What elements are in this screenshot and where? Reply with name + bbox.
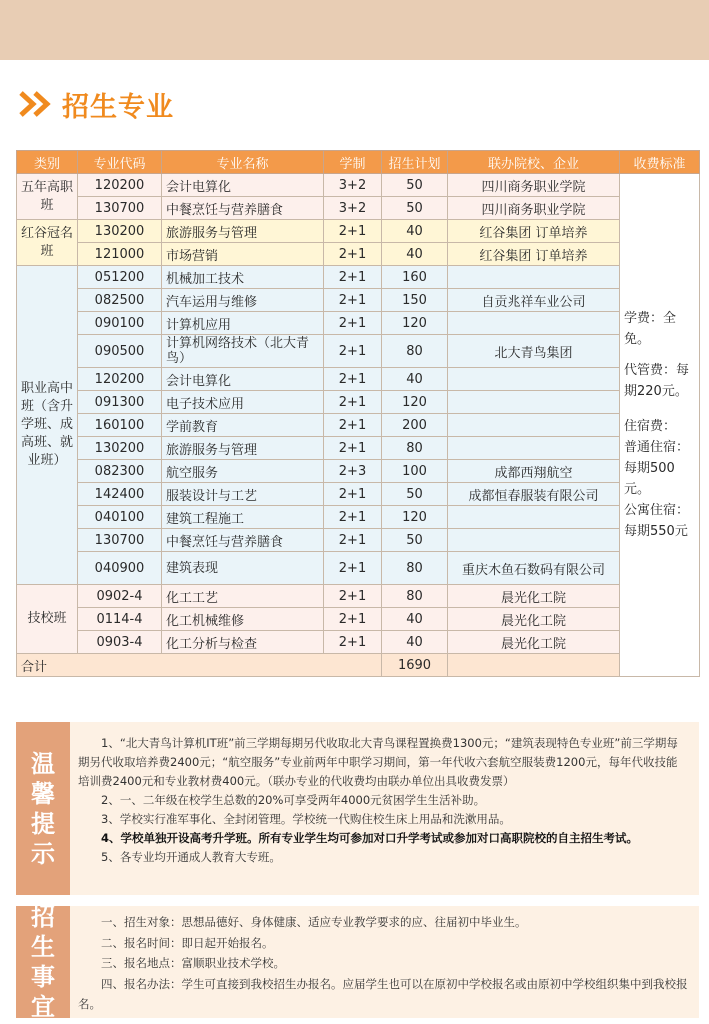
plan-cell: 40: [382, 608, 448, 631]
major-name-cell: 计算机网络技术（北大青鸟）: [162, 335, 324, 368]
major-name-cell: 汽车运用与维修: [162, 289, 324, 312]
duration-cell: 2+1: [324, 243, 382, 266]
plan-cell: 150: [382, 289, 448, 312]
major-name-cell: 中餐烹饪与营养膳食: [162, 197, 324, 220]
partner-cell: 成都西翔航空: [448, 460, 620, 483]
duration-cell: 2+1: [324, 608, 382, 631]
major-name-cell: 会计电算化: [162, 174, 324, 197]
duration-cell: 2+3: [324, 460, 382, 483]
partner-cell: 晨光化工院: [448, 608, 620, 631]
major-code-cell: 091300: [78, 391, 162, 414]
tip-item: 5、各专业均开通成人教育大专班。: [101, 850, 281, 864]
table-row: [17, 552, 700, 585]
partner-cell: 晨光化工院: [448, 585, 620, 608]
column-header: 收费标准: [620, 151, 700, 174]
enrollment-item: 四、报名办法：学生可直接到我校招生办报名。应届学生也可以在原初中学校报名或由原初中学校组织集中到我校报名。: [78, 976, 688, 1011]
major-name-cell: 计算机应用: [162, 312, 324, 335]
partner-cell: 红谷集团 订单培养: [448, 220, 620, 243]
duration-cell: 2+1: [324, 552, 382, 585]
major-code-cell: 160100: [78, 414, 162, 437]
major-code-cell: 142400: [78, 483, 162, 506]
duration-cell: 2+1: [324, 506, 382, 529]
table-header-row: [17, 151, 700, 174]
enrollment-info-panel: [16, 903, 699, 1021]
category-cell: 职业高中班（含升学班、成高班、就业班）: [17, 266, 78, 585]
table-row: [17, 506, 700, 529]
duration-cell: 2+1: [324, 368, 382, 391]
category-cell: 红谷冠名班: [17, 220, 78, 266]
table-row: [17, 585, 700, 608]
partner-cell: 晨光化工院: [448, 631, 620, 654]
fee-line: 住宿费：: [624, 419, 677, 434]
top-color-band: [0, 0, 709, 60]
table-row: [17, 414, 700, 437]
duration-cell: 2+1: [324, 312, 382, 335]
major-code-cell: 082300: [78, 460, 162, 483]
plan-cell: 50: [382, 529, 448, 552]
major-code-cell: 130200: [78, 437, 162, 460]
plan-cell: 80: [382, 335, 448, 368]
table-row: [17, 608, 700, 631]
duration-cell: 2+1: [324, 335, 382, 368]
plan-cell: 40: [382, 243, 448, 266]
major-name-cell: 旅游服务与管理: [162, 437, 324, 460]
table-row: [17, 368, 700, 391]
enrollment-table: [16, 150, 700, 677]
plan-cell: 80: [382, 585, 448, 608]
plan-cell: 120: [382, 391, 448, 414]
partner-cell: [448, 506, 620, 529]
major-code-cell: 0902-4: [78, 585, 162, 608]
major-code-cell: 090100: [78, 312, 162, 335]
section-heading: [18, 84, 174, 124]
major-code-cell: 0903-4: [78, 631, 162, 654]
major-name-cell: 中餐烹饪与营养膳食: [162, 529, 324, 552]
table-row: [17, 483, 700, 506]
total-empty-cell: [448, 654, 620, 677]
major-code-cell: 130700: [78, 529, 162, 552]
duration-cell: 2+1: [324, 631, 382, 654]
partner-cell: [448, 368, 620, 391]
major-code-cell: 121000: [78, 243, 162, 266]
major-code-cell: 040100: [78, 506, 162, 529]
plan-cell: 50: [382, 197, 448, 220]
duration-cell: 2+1: [324, 391, 382, 414]
column-header: 招生计划: [382, 151, 448, 174]
plan-cell: 40: [382, 220, 448, 243]
partner-cell: 四川商务职业学院: [448, 174, 620, 197]
partner-cell: [448, 266, 620, 289]
table-row: [17, 243, 700, 266]
fee-line: 代管费：每期220元。: [624, 363, 690, 399]
partner-cell: 重庆木鱼石数码有限公司: [448, 552, 620, 585]
major-code-cell: 130700: [78, 197, 162, 220]
partner-cell: 北大青鸟集团: [448, 335, 620, 368]
plan-cell: 120: [382, 312, 448, 335]
total-label-cell: 合计: [17, 654, 382, 677]
plan-cell: 100: [382, 460, 448, 483]
plan-cell: 80: [382, 437, 448, 460]
fee-line: 学费：全免。: [624, 311, 677, 347]
category-cell: 五年高职班: [17, 174, 78, 220]
duration-cell: 2+1: [324, 585, 382, 608]
major-name-cell: 化工工艺: [162, 585, 324, 608]
duration-cell: 2+1: [324, 483, 382, 506]
major-code-cell: 082500: [78, 289, 162, 312]
major-name-cell: 旅游服务与管理: [162, 220, 324, 243]
tips-panel: [16, 722, 699, 895]
major-code-cell: 090500: [78, 335, 162, 368]
tip-item: 4、学校单独开设高考升学班。所有专业学生均可参加对口升学考试或参加对口高职院校的自主招生考试。: [101, 831, 638, 845]
duration-cell: 2+1: [324, 529, 382, 552]
partner-cell: [448, 312, 620, 335]
table-row: [17, 529, 700, 552]
major-name-cell: 机械加工技术: [162, 266, 324, 289]
major-name-cell: 学前教育: [162, 414, 324, 437]
major-name-cell: 化工机械维修: [162, 608, 324, 631]
column-header: 联办院校、企业: [448, 151, 620, 174]
table-row: [17, 266, 700, 289]
plan-cell: 120: [382, 506, 448, 529]
fee-cell: [620, 174, 700, 677]
major-name-cell: 航空服务: [162, 460, 324, 483]
enrollment-info-content: [78, 912, 688, 1015]
enrollment-item: 二、报名时间：即日起开始报名。: [101, 935, 274, 950]
table-row: [17, 460, 700, 483]
category-cell: 技校班: [17, 585, 78, 654]
major-name-cell: 建筑工程施工: [162, 506, 324, 529]
plan-cell: 160: [382, 266, 448, 289]
tip-item: 1、“北大青鸟计算机IT班”前三学期每期另代收取北大青鸟课程置换费1300元；“建筑表现特色专业班”前三学期每期另代收取培养费2400元；“航空服务”专业前两年中职学习期间，第一年代收六套航空服装费1200元，每年代收技能培训费2400元和专业教材费400元。（联办专业的代收费均由联办单位出具收费发票）: [78, 736, 678, 788]
table-row: [17, 220, 700, 243]
partner-cell: 自贡兆祥车业公司: [448, 289, 620, 312]
plan-cell: 40: [382, 631, 448, 654]
duration-cell: 3+2: [324, 197, 382, 220]
column-header: 专业代码: [78, 151, 162, 174]
tip-item: 3、学校实行准军事化、全封闭管理。学校统一代购住校生床上用品和洗漱用品。: [101, 812, 511, 826]
major-code-cell: 051200: [78, 266, 162, 289]
partner-cell: [448, 391, 620, 414]
partner-cell: [448, 414, 620, 437]
fee-line: 普通住宿：每期500元。: [624, 440, 690, 497]
major-name-cell: 服装设计与工艺: [162, 483, 324, 506]
tips-content: [78, 734, 688, 867]
major-name-cell: 建筑表现: [162, 552, 324, 585]
enrollment-info-label: [16, 903, 70, 1021]
plan-cell: 40: [382, 368, 448, 391]
major-name-cell: 化工分析与检查: [162, 631, 324, 654]
plan-cell: 50: [382, 174, 448, 197]
column-header: 专业名称: [162, 151, 324, 174]
duration-cell: 2+1: [324, 266, 382, 289]
double-chevron-icon: [18, 90, 56, 118]
plan-cell: 50: [382, 483, 448, 506]
table-row: [17, 335, 700, 368]
column-header: 类别: [17, 151, 78, 174]
table-row: [17, 289, 700, 312]
enrollment-info-label-text: 招生事宜: [31, 903, 55, 1021]
table-row: [17, 631, 700, 654]
table-row: [17, 197, 700, 220]
major-code-cell: 040900: [78, 552, 162, 585]
fee-line: 公寓住宿：每期550元: [624, 503, 690, 539]
plan-cell: 80: [382, 552, 448, 585]
duration-cell: 2+1: [324, 289, 382, 312]
column-header: 学制: [324, 151, 382, 174]
tips-label-text: 温馨提示: [31, 749, 55, 868]
partner-cell: 红谷集团 订单培养: [448, 243, 620, 266]
enrollment-item: 三、报名地点：富顺职业技术学校。: [101, 956, 285, 970]
major-name-cell: 市场营销: [162, 243, 324, 266]
duration-cell: 2+1: [324, 220, 382, 243]
table-row: [17, 312, 700, 335]
total-value-cell: 1690: [382, 654, 448, 677]
major-code-cell: 120200: [78, 368, 162, 391]
duration-cell: 2+1: [324, 437, 382, 460]
major-name-cell: 会计电算化: [162, 368, 324, 391]
table-row: [17, 437, 700, 460]
table-row: [17, 391, 700, 414]
table-row: [17, 174, 700, 197]
duration-cell: 3+2: [324, 174, 382, 197]
major-code-cell: 120200: [78, 174, 162, 197]
plan-cell: 200: [382, 414, 448, 437]
major-name-cell: 电子技术应用: [162, 391, 324, 414]
major-code-cell: 0114-4: [78, 608, 162, 631]
enrollment-item: 一、招生对象：思想品德好、身体健康、适应专业教学要求的应、往届初中毕业生。: [101, 915, 527, 929]
partner-cell: 四川商务职业学院: [448, 197, 620, 220]
total-row: [17, 654, 700, 677]
partner-cell: [448, 437, 620, 460]
duration-cell: 2+1: [324, 414, 382, 437]
tips-label: [16, 722, 70, 895]
tip-item: 2、一、二年级在校学生总数的20%可享受两年4000元贫困学生生活补助。: [101, 793, 486, 807]
page-title: 招生专业: [62, 91, 174, 123]
partner-cell: [448, 529, 620, 552]
partner-cell: 成都恒春服装有限公司: [448, 483, 620, 506]
major-code-cell: 130200: [78, 220, 162, 243]
